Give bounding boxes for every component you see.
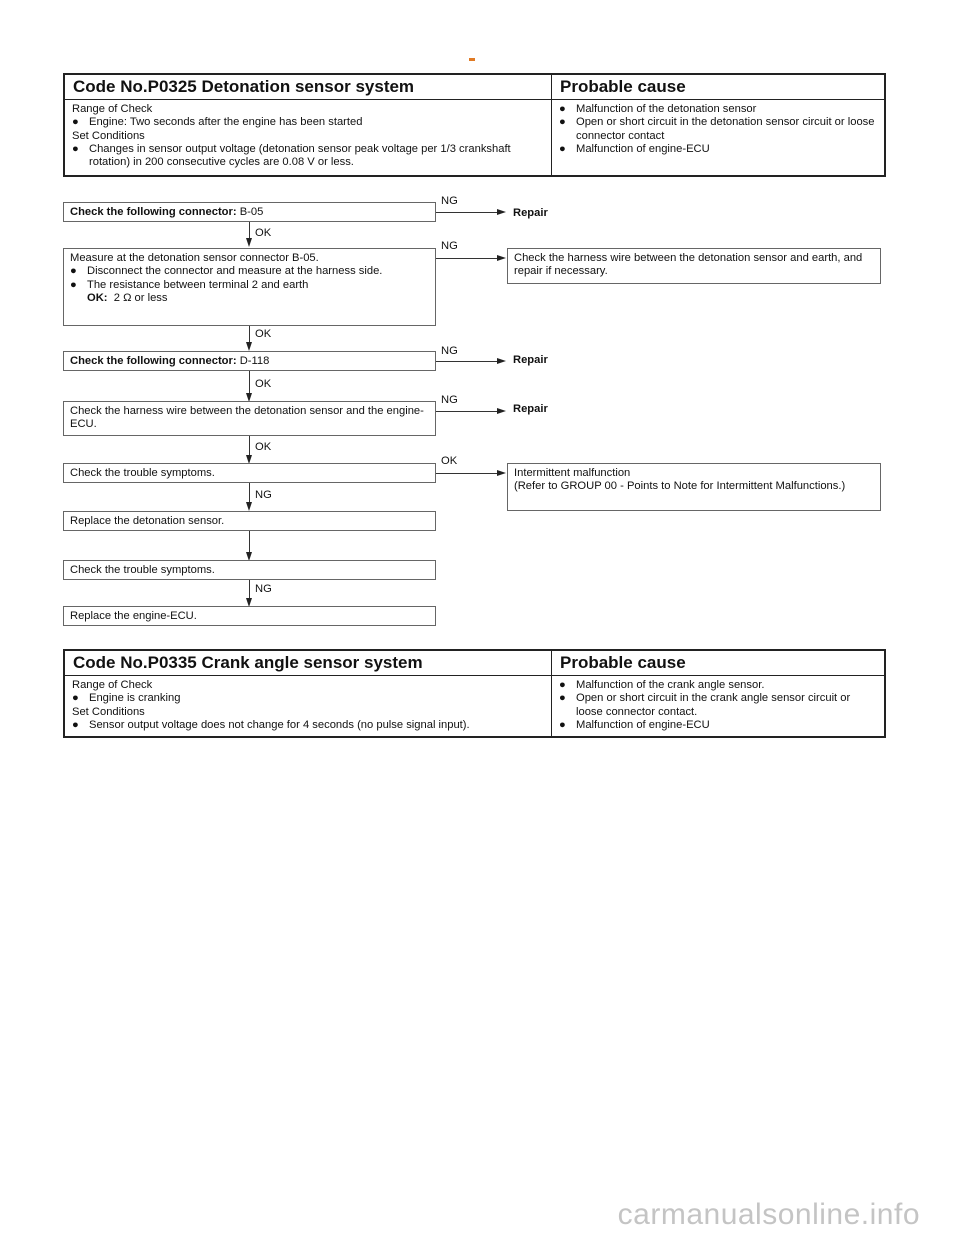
causes-cell	[552, 676, 884, 736]
bullet-icon: ●	[559, 692, 566, 705]
table-header	[65, 651, 884, 676]
arrow-right-icon	[497, 209, 506, 215]
arrow-right-icon	[497, 408, 506, 414]
step-replace-detonation-sensor: Replace the detonation sensor.	[63, 511, 436, 531]
result-note: (Refer to GROUP 00 - Points to Note for Intermittent Malfunctions.)	[514, 480, 846, 493]
conditions-cell	[65, 100, 552, 175]
bullet-icon: ●	[72, 692, 79, 705]
bullet-icon: ●	[72, 116, 79, 129]
code-table-p0335	[63, 649, 886, 738]
code-table-p0325	[63, 73, 886, 177]
range-label: Range of Check	[72, 103, 153, 115]
step-check-harness-ecu: Check the harness wire between the detonation sensor and the engine-ECU.	[63, 401, 436, 436]
repair-result: Repair	[513, 403, 548, 415]
set-label: Set Conditions	[72, 129, 145, 142]
bullet-icon: ●	[559, 718, 566, 731]
cause-item: ● Malfunction of the crank angle sensor.	[559, 679, 765, 691]
cause-item: ● Malfunction of engine-ECU	[559, 142, 710, 155]
set-label: Set Conditions	[72, 705, 145, 718]
bullet-icon: ●	[72, 718, 79, 731]
ng-label: NG	[441, 195, 458, 207]
ng-label: NG	[441, 394, 458, 406]
arrow-down-icon	[246, 502, 252, 511]
range-item: ● Engine is cranking	[72, 692, 181, 705]
connector-id: B-05	[239, 206, 264, 218]
step-bullet: ● The resistance between terminal 2 and earth	[70, 278, 309, 291]
ng-connector-line	[436, 361, 500, 362]
step-check-harness-earth: Check the harness wire between the detonation sensor and earth, and repair if necessary.	[507, 248, 881, 284]
step-measure-resistance	[63, 248, 436, 326]
ok-label: OK	[255, 378, 272, 390]
cause-item: ● Malfunction of the detonation sensor	[559, 103, 757, 115]
bullet-icon: ●	[559, 103, 566, 115]
arrow-down-icon	[246, 342, 252, 351]
causes-cell	[552, 100, 884, 175]
repair-result: Repair	[513, 207, 548, 219]
step-intermittent-malfunction	[507, 463, 881, 511]
table-header	[65, 75, 884, 100]
arrow-right-icon	[497, 358, 506, 364]
bullet-icon: ●	[559, 116, 566, 129]
cause-item: ● Open or short circuit in the crank angle sensor circuit or loose connector contact.	[559, 692, 851, 718]
step-bullet: ● Disconnect the connector and measure at the harness side.	[70, 265, 383, 278]
step-check-connector-b05	[63, 202, 436, 222]
ok-criterion: OK: 2 Ω or less	[87, 291, 168, 304]
arrow-right-icon	[497, 470, 506, 476]
ok-label: OK	[255, 227, 272, 239]
probable-cause-heading: Probable cause	[560, 77, 686, 96]
ng-label: NG	[255, 583, 272, 595]
table-title: Code No.P0335 Crank angle sensor system	[65, 651, 552, 675]
ok-label: OK	[441, 455, 458, 467]
table-body	[65, 100, 884, 175]
step-check-trouble-symptoms: Check the trouble symptoms.	[63, 463, 436, 483]
probable-cause-heading: Probable cause	[560, 653, 686, 672]
watermark: carmanualsonline.info	[617, 1198, 920, 1231]
ng-label: NG	[441, 345, 458, 357]
ng-label: NG	[441, 240, 458, 252]
ng-connector-line	[436, 212, 500, 213]
repair-result: Repair	[513, 354, 548, 366]
arrow-right-icon	[497, 255, 506, 261]
step-check-trouble-symptoms-2: Check the trouble symptoms.	[63, 560, 436, 580]
set-item: ● Changes in sensor output voltage (detonation sensor peak voltage per 1/3 crankshaft rotation) in 200 consecutive cycles are 0.08 V or less.	[72, 142, 511, 169]
ok-connector-line	[436, 473, 500, 474]
step-replace-engine-ecu: Replace the engine-ECU.	[63, 606, 436, 626]
cause-item: ● Open or short circuit in the detonation sensor circuit or loose connector contact	[559, 116, 875, 142]
bullet-icon: ●	[70, 278, 77, 291]
connector-id: D-118	[239, 355, 270, 367]
table-body	[65, 676, 884, 736]
bullet-icon: ●	[559, 679, 566, 691]
table-title: Code No.P0325 Detonation sensor system	[65, 75, 552, 99]
bullet-icon: ●	[559, 142, 566, 155]
ok-label: OK	[255, 328, 272, 340]
result-title: Intermittent malfunction	[514, 467, 631, 479]
ng-connector-line	[436, 258, 500, 259]
step-label: Check the following connector:	[70, 355, 237, 367]
ok-label: OK	[255, 441, 272, 453]
bullet-icon: ●	[72, 142, 79, 155]
step-check-connector-d118	[63, 351, 436, 371]
set-item: ● Sensor output voltage does not change for 4 seconds (no pulse signal input).	[72, 718, 470, 731]
bullet-icon: ●	[70, 265, 77, 278]
arrow-down-icon	[246, 238, 252, 247]
cause-item: ● Malfunction of engine-ECU	[559, 718, 710, 731]
page-mark	[469, 58, 475, 61]
range-item: ● Engine: Two seconds after the engine has been started	[72, 116, 363, 129]
step-label: Check the following connector:	[70, 206, 237, 218]
ng-connector-line	[436, 411, 500, 412]
conditions-cell	[65, 676, 552, 736]
step-text: Measure at the detonation sensor connector B-05.	[70, 252, 319, 264]
ng-label: NG	[255, 489, 272, 501]
range-label: Range of Check	[72, 679, 153, 691]
